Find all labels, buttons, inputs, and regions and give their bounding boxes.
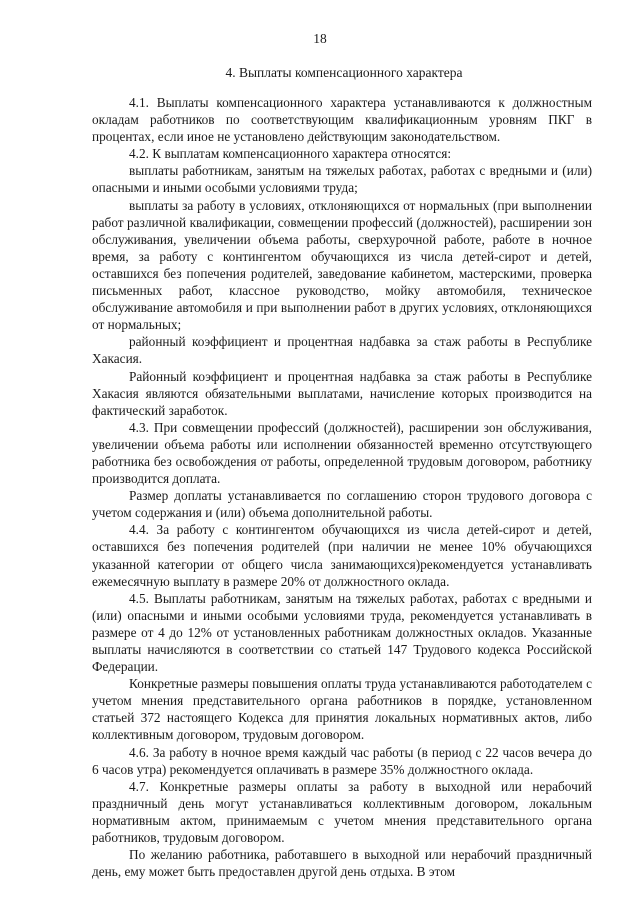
paragraph-4-4: 4.4. За работу с контингентом обучающихся из числа детей-сирот и детей, оставшихся без попечения родителей (при наличии не менее 10% обучающихся указанной категории от общего числа занимающихся)рекомендуется устанавливать ежемесячную выплату в размере 20% от должностного оклада. (92, 522, 592, 589)
paragraph-4-2: 4.2. К выплатам компенсационного характера относятся: (129, 146, 452, 162)
document-body (92, 94, 592, 880)
paragraph-4-6: 4.6. За работу в ночное время каждый час работы (в период с 22 часов вечера до 6 часов утра) рекомендуется оплачивать в размере 35% должностного оклада. (92, 744, 592, 777)
paragraph-list-item-abnormal-conditions: выплаты за работу в условиях, отклоняющихся от нормальных (при выполнении работ различной квалификации, совмещении профессий (должностей), расширении зон обслуживания, увеличении объема работы, сверхурочной работе, работе в ночное время, за работу с контингентом обучающихся из числа детей-сирот и детей, оставшихся без попечения родителей, заведование кабинетом, мастерскими, проверка письменных работ, классное руководство, мойку автомобиля, техническое обслуживание автомобиля и при выполнении работ в других условиях, отклоняющихся от нормальных; (92, 197, 592, 333)
paragraph-4-1: 4.1. Выплаты компенсационного характера устанавливаются к должностным окладам работников по соответствующим квалификационным уровням ПКГ в процентах, если иное не установлено действующим законодательством. (92, 95, 592, 145)
page-number: 18 (313, 31, 327, 46)
paragraph-regional-coefficient-note: Районный коэффициент и процентная надбавка за стаж работы в Республике Хакасия являются обязательными выплатами, начисление которых производится на фактический заработок. (92, 368, 592, 418)
paragraph-4-5: 4.5. Выплаты работникам, занятым на тяжелых работах, работах с вредными и (или) опасными и иными особыми условиями труда, рекомендуется устанавливать в размере от 4 до 12% от установленных работникам должностных окладов. Указанные выплаты начисляются в соответствии со статьей 147 Трудового кодекса Российской Федерации. (92, 590, 592, 675)
paragraph-list-item-regional-coefficient: районный коэффициент и процентная надбавка за стаж работы в Республике Хакасия. (92, 334, 592, 367)
paragraph-extra-pay-size: Размер доплаты устанавливается по соглашению сторон трудового договора с учетом содержания и (или) объема дополнительной работы. (92, 488, 592, 521)
section-title: 4. Выплаты компенсационного характера (225, 65, 463, 80)
paragraph-specific-sizes: Конкретные размеры повышения оплаты труда устанавливаются работодателем с учетом мнения представительного органа работников в порядке, установленном статьей 372 настоящего Кодекса для принятия локальных нормативных актов, либо коллективным договором, трудовым договором. (92, 676, 592, 743)
paragraph-4-7: 4.7. Конкретные размеры оплаты за работу в выходной или нерабочий праздничный день могут устанавливаться коллективным договором, локальным нормативным актом, принимаемым с учетом мнения представительного органа работников, трудовым договором. (92, 778, 592, 846)
paragraph-4-3: 4.3. При совмещении профессий (должностей), расширении зон обслуживания, увеличении объема работы или исполнении обязанностей временно отсутствующего работника без освобождения от работы, определенной трудовым договором, работнику производится доплата. (92, 419, 592, 487)
paragraph-list-item-harmful-work: выплаты работникам, занятым на тяжелых работах, работах с вредными и (или) опасными и иными особыми условиями труда; (92, 163, 592, 196)
paragraph-day-off: По желанию работника, работавшего в выходной или нерабочий праздничный день, ему может быть предоставлен другой день отдыха. В этом (92, 847, 592, 880)
